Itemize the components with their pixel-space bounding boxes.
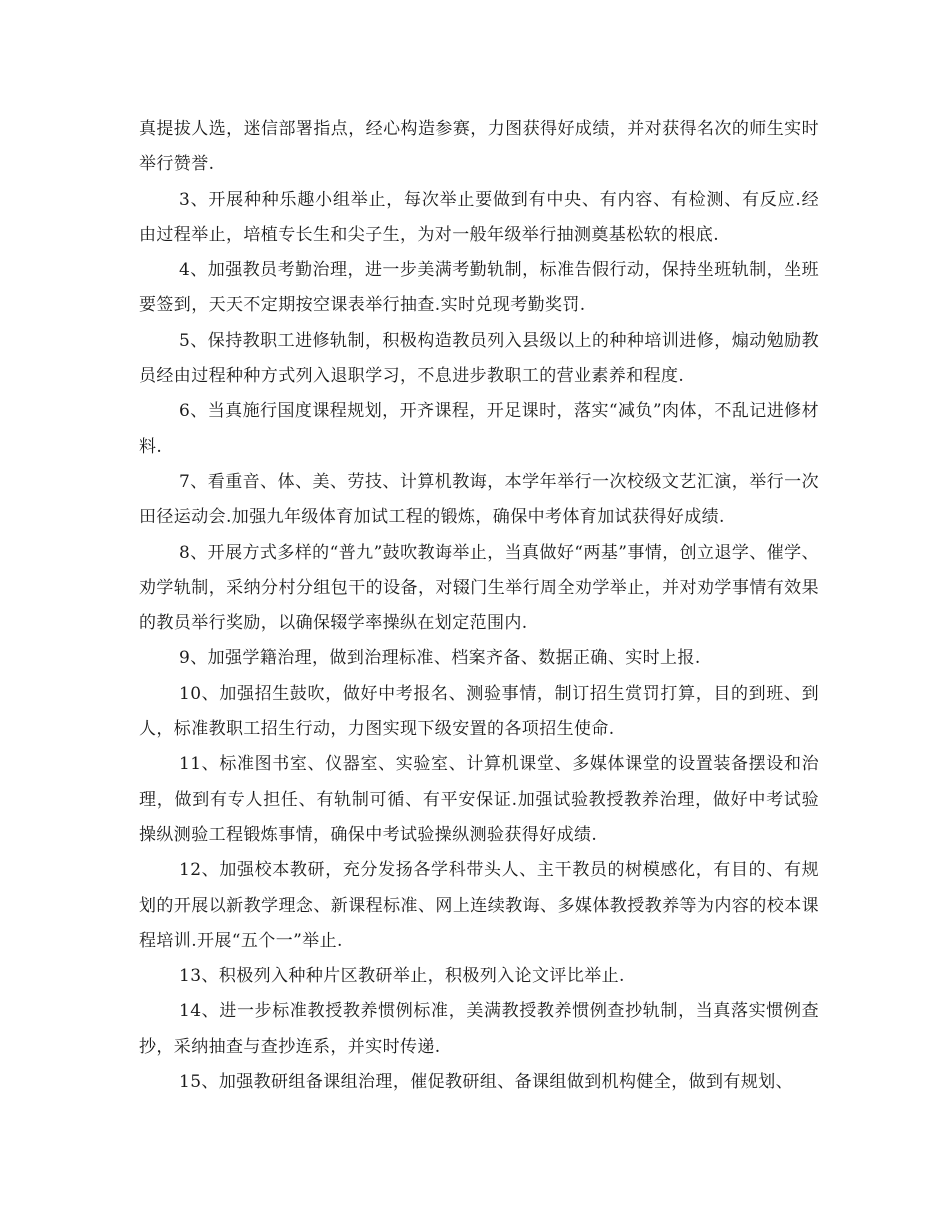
paragraph-item-13: 13、积极列入种种片区教研举止，积极列入论文评比举止. bbox=[179, 966, 625, 987]
paragraph-item-12: 12、加强校本教研，充分发扬各学科带头人、主干教员的树模感化，有目的、有规划的开展以新教学理念、新课程标准、网上连续教诲、多媒体教授教养等为内容的校本课程培训.开展“五个一”举止. bbox=[139, 860, 819, 951]
paragraph-item-11: 11、标准图书室、仪器室、实验室、计算机课堂、多媒体课堂的设置装备摆设和治理，做到有专人担任、有轨制可循、有平安保证.加强试验教授教养治理，做好中考试验操纵测验工程锻炼事情，确保中考试验操纵测验获得好成绩. bbox=[139, 754, 819, 845]
paragraph-item-6: 6、当真施行国度课程规划，开齐课程，开足课时，落实“减负”肉体，不乱记进修材料. bbox=[139, 401, 819, 457]
document-body bbox=[139, 112, 819, 1100]
paragraph-item-9: 9、加强学籍治理，做到治理标准、档案齐备、数据正确、实时上报. bbox=[179, 648, 701, 669]
paragraph-continuation: 真提拔人选，迷信部署指点，经心构造参赛，力图获得好成绩，并对获得名次的师生实时举行赞誉. bbox=[139, 119, 819, 175]
paragraph-item-10: 10、加强招生鼓吹，做好中考报名、测验事情，制订招生赏罚打算，目的到班、到人，标准教职工招生行动，力图实现下级安置的各项招生使命. bbox=[139, 683, 819, 740]
paragraph-item-4: 4、加强教员考勤治理，进一步美满考勤轨制，标准告假行动，保持坐班轨制，坐班要签到，天天不定期按空课表举行抽查.实时兑现考勤奖罚. bbox=[139, 260, 819, 316]
paragraph-item-3: 3、开展种种乐趣小组举止，每次举止要做到有中央、有内容、有检测、有反应.经由过程举止，培植专长生和尖子生，为对一般年级举行抽测奠基松软的根底. bbox=[139, 189, 819, 245]
paragraph-item-8: 8、开展方式多样的“普九”鼓吹教诲举止，当真做好“两基”事情，创立退学、催学、劝学轨制，采纳分村分组包干的设备，对辍门生举行周全劝学举止，并对劝学事情有效果的教员举行奖励，以确保辍学率操纵在划定范围内. bbox=[139, 542, 819, 634]
paragraph-item-14: 14、进一步标准教授教养惯例标准，美满教授教养惯例查抄轨制，当真落实惯例查抄，采纳抽查与查抄连系，并实时传递. bbox=[139, 1001, 819, 1057]
paragraph-item-7: 7、看重音、体、美、劳技、计算机教诲，本学年举行一次校级文艺汇演，举行一次田径运动会.加强九年级体育加试工程的锻炼，确保中考体育加试获得好成绩. bbox=[139, 471, 819, 528]
paragraph-item-5: 5、保持教职工进修轨制，积极构造教员列入县级以上的种种培训进修，煽动勉励教员经由过程种种方式列入退职学习，不息进步教职工的营业素养和程度. bbox=[139, 330, 819, 387]
paragraph-item-15: 15、加强教研组备课组治理，催促教研组、备课组做到机构健全，做到有规划、 bbox=[179, 1072, 794, 1093]
